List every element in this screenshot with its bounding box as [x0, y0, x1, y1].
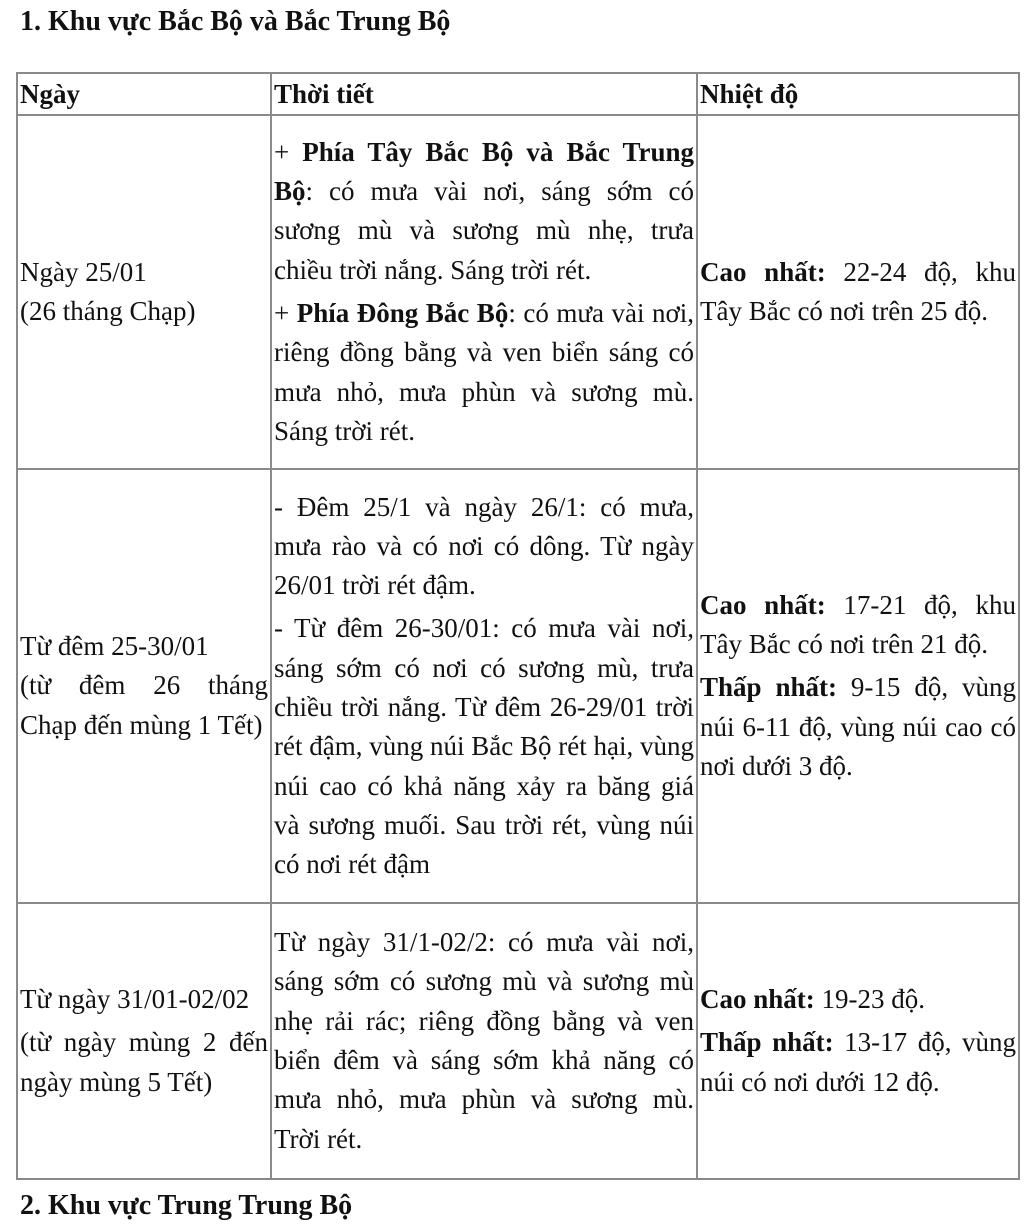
weather-forecast-table [16, 72, 1020, 1180]
section-2-title: 2. Khu vực Trung Trung Bộ [20, 1190, 353, 1221]
date-label: Từ ngày 31/01-02/02 [20, 984, 250, 1015]
temperature-paragraph [700, 1023, 1016, 1102]
table-header-row [17, 73, 1019, 115]
temperature-paragraph [700, 586, 1016, 665]
weather-paragraph [274, 609, 694, 884]
temperature-cell [697, 903, 1019, 1179]
temperature-label: Cao nhất: [700, 984, 815, 1015]
weather-text: - Đêm 25/1 và ngày 26/1: có mưa, mưa rào và có nơi có dông. Từ ngày 26/01 trời rét đậm. [274, 491, 694, 601]
temperature-paragraph [700, 980, 1016, 1019]
weather-cell [271, 115, 697, 469]
date-label: Ngày 25/01 [20, 256, 147, 287]
temperature-paragraph [700, 253, 1016, 332]
section-1-title: 1. Khu vực Bắc Bộ và Bắc Trung Bộ [20, 6, 451, 37]
weather-paragraph [274, 923, 694, 1159]
region-name: Phía Đông Bắc Bộ [296, 298, 509, 328]
header-date: Ngày [17, 73, 271, 115]
region-name: Phía Tây Bắc Bộ và Bắc Trung Bộ [274, 136, 694, 207]
temperature-label: Thấp nhất: [700, 672, 837, 703]
temperature-cell [697, 469, 1019, 903]
weather-text: : có mưa vài nơi, sáng sớm có sương mù và sương mù nhẹ, trưa chiều trời nắng. Sáng trời rét. [274, 176, 694, 285]
temperature-text: 9-15 độ, vùng núi 6-11 độ, vùng núi cao có nơi dưới 3 độ. [700, 672, 1016, 781]
weather-paragraph [274, 133, 694, 290]
temperature-paragraph [700, 668, 1016, 786]
temperature-cell [697, 115, 1019, 469]
weather-paragraph [274, 294, 694, 451]
lunar-date-label: (26 tháng Chạp) [20, 296, 196, 326]
header-temperature: Nhiệt độ [697, 73, 1019, 115]
temperature-text: 17-21 độ, khu Tây Bắc có nơi trên 21 độ. [700, 589, 1016, 660]
temperature-label: Thấp nhất: [700, 1027, 834, 1058]
lunar-date-label: (từ ngày mùng 2 đến ngày mùng 5 Tết) [20, 1027, 268, 1097]
date-cell [17, 903, 271, 1179]
weather-cell [271, 903, 697, 1179]
temperature-label: Cao nhất: [700, 589, 826, 620]
table-row [17, 115, 1019, 469]
weather-cell [271, 469, 697, 903]
date-cell [17, 115, 271, 469]
date-label: Từ đêm 25-30/01 [20, 631, 209, 662]
weather-text: - Từ đêm 26-30/01: có mưa vài nơi, sáng sớm có nơi có sương mù, trưa chiều trời nắng. Từ đêm 26-29/01 trời rét đậm, vùng núi Bắc Bộ rét hại, vùng núi cao có khả năng xảy ra băng giá và sương muối. Sau trời rét, vùng núi có nơi rét đậm [274, 613, 694, 880]
temperature-text: 19-23 độ. [814, 984, 926, 1015]
table-row [17, 469, 1019, 903]
weather-paragraph [274, 488, 694, 606]
bullet-prefix: + [274, 136, 303, 167]
temperature-label: Cao nhất: [700, 256, 826, 287]
temperature-text: 13-17 độ, vùng núi có nơi dưới 12 độ. [700, 1027, 1016, 1097]
table-row [17, 903, 1019, 1179]
lunar-date-label: (từ đêm 26 tháng Chạp đến mùng 1 Tết) [20, 670, 268, 740]
date-cell [17, 469, 271, 903]
header-weather: Thời tiết [271, 73, 697, 115]
weather-text: Từ ngày 31/1-02/2: có mưa vài nơi, sáng sớm có sương mù và sương mù nhẹ rải rác; riêng đồng bằng và ven biển đêm và sáng sớm khả năng có mưa nhỏ, mưa phùn và sương mù. Trời rét. [274, 927, 694, 1154]
temperature-text: 22-24 độ, khu Tây Bắc có nơi trên 25 độ. [700, 256, 1016, 326]
weather-text: : có mưa vài nơi, riêng đồng bằng và ven biển sáng có mưa nhỏ, mưa phùn và sương mù. Sáng trời rét. [274, 298, 695, 446]
bullet-prefix: + [274, 298, 297, 328]
